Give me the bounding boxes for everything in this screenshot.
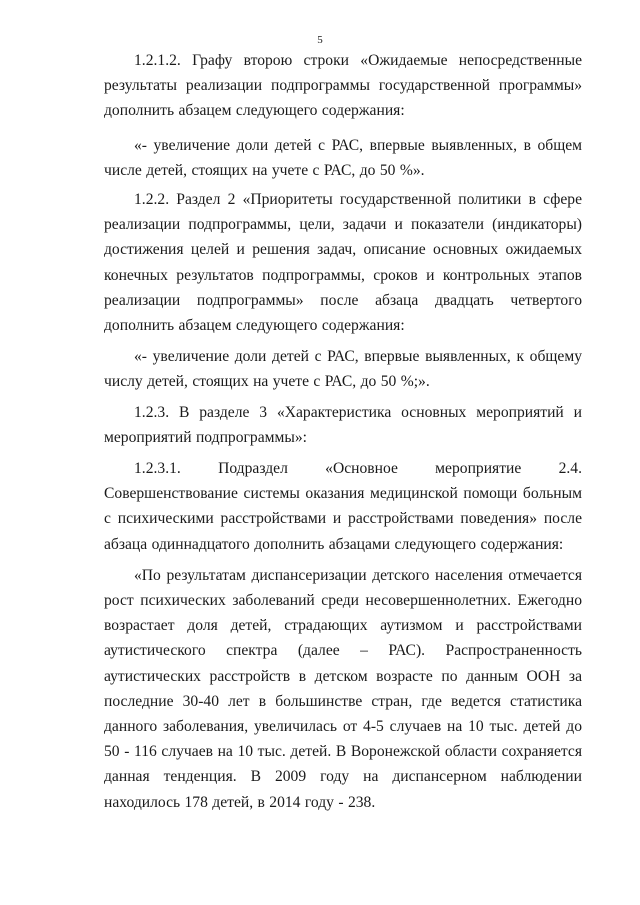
- page-number: 5: [317, 34, 323, 46]
- paragraph-quote-share-total: «- увеличение доли детей с РАС, впервые выявленных, к общему числу детей, стоящих на учете с РАС, до 50 %;».: [104, 348, 582, 391]
- paragraph-quote-dispensary-results: «По результатам диспансеризации детского населения отмечается рост психических заболеваний среди несовершеннолетних. Ежегодно возрастает доля детей, страдающих аутизмом и расстройствами аутистического спектра (далее – РАС). Распространенность аутистических расстройств в детском возрасте по данным ООН за последние 30-40 лет в большинстве стран, где ведется статистика данного заболевания, увеличилась от 4-5 случаев на 10 тыс. детей до 50 - 116 случаев на 10 тыс. детей. В Воронежской области сохраняется данная тенденция. В 2009 году на диспансерном наблюдении находилось 178 детей, в 2014 году - 238.: [104, 566, 582, 811]
- paragraph-1-2-3: 1.2.3. В разделе 3 «Характеристика основных мероприятий и мероприятий подпрограммы»:: [104, 403, 582, 446]
- paragraph-1-2-1-2: 1.2.1.2. Графу второю строки «Ожидаемые непосредственные результаты реализации подпрограммы государственной программы» дополнить абзацем следующего содержания:: [104, 52, 582, 120]
- paragraph-1-2-3-1: 1.2.3.1. Подраздел «Основное мероприятие 2.4. Совершенствование системы оказания медицинской помощи больным с психическими расстройствами и расстройствами поведения» после абзаца одиннадцатого дополнить абзацами следующего содержания:: [104, 460, 582, 553]
- paragraph-quote-share-first-detected: «- увеличение доли детей с РАС, впервые выявленных, в общем числе детей, стоящих на учете с РАС, до 50 %».: [104, 136, 582, 179]
- paragraph-1-2-2: 1.2.2. Раздел 2 «Приоритеты государственной политики в сфере реализации подпрограммы, цели, задачи и показатели (индикаторы) достижения целей и решения задач, описание основных ожидаемых конечных результатов подпрограммы, сроков и контрольных этапов реализации подпрограммы» после абзаца двадцать четвертого дополнить абзацем следующего содержания:: [104, 191, 582, 335]
- document-body: [104, 48, 582, 815]
